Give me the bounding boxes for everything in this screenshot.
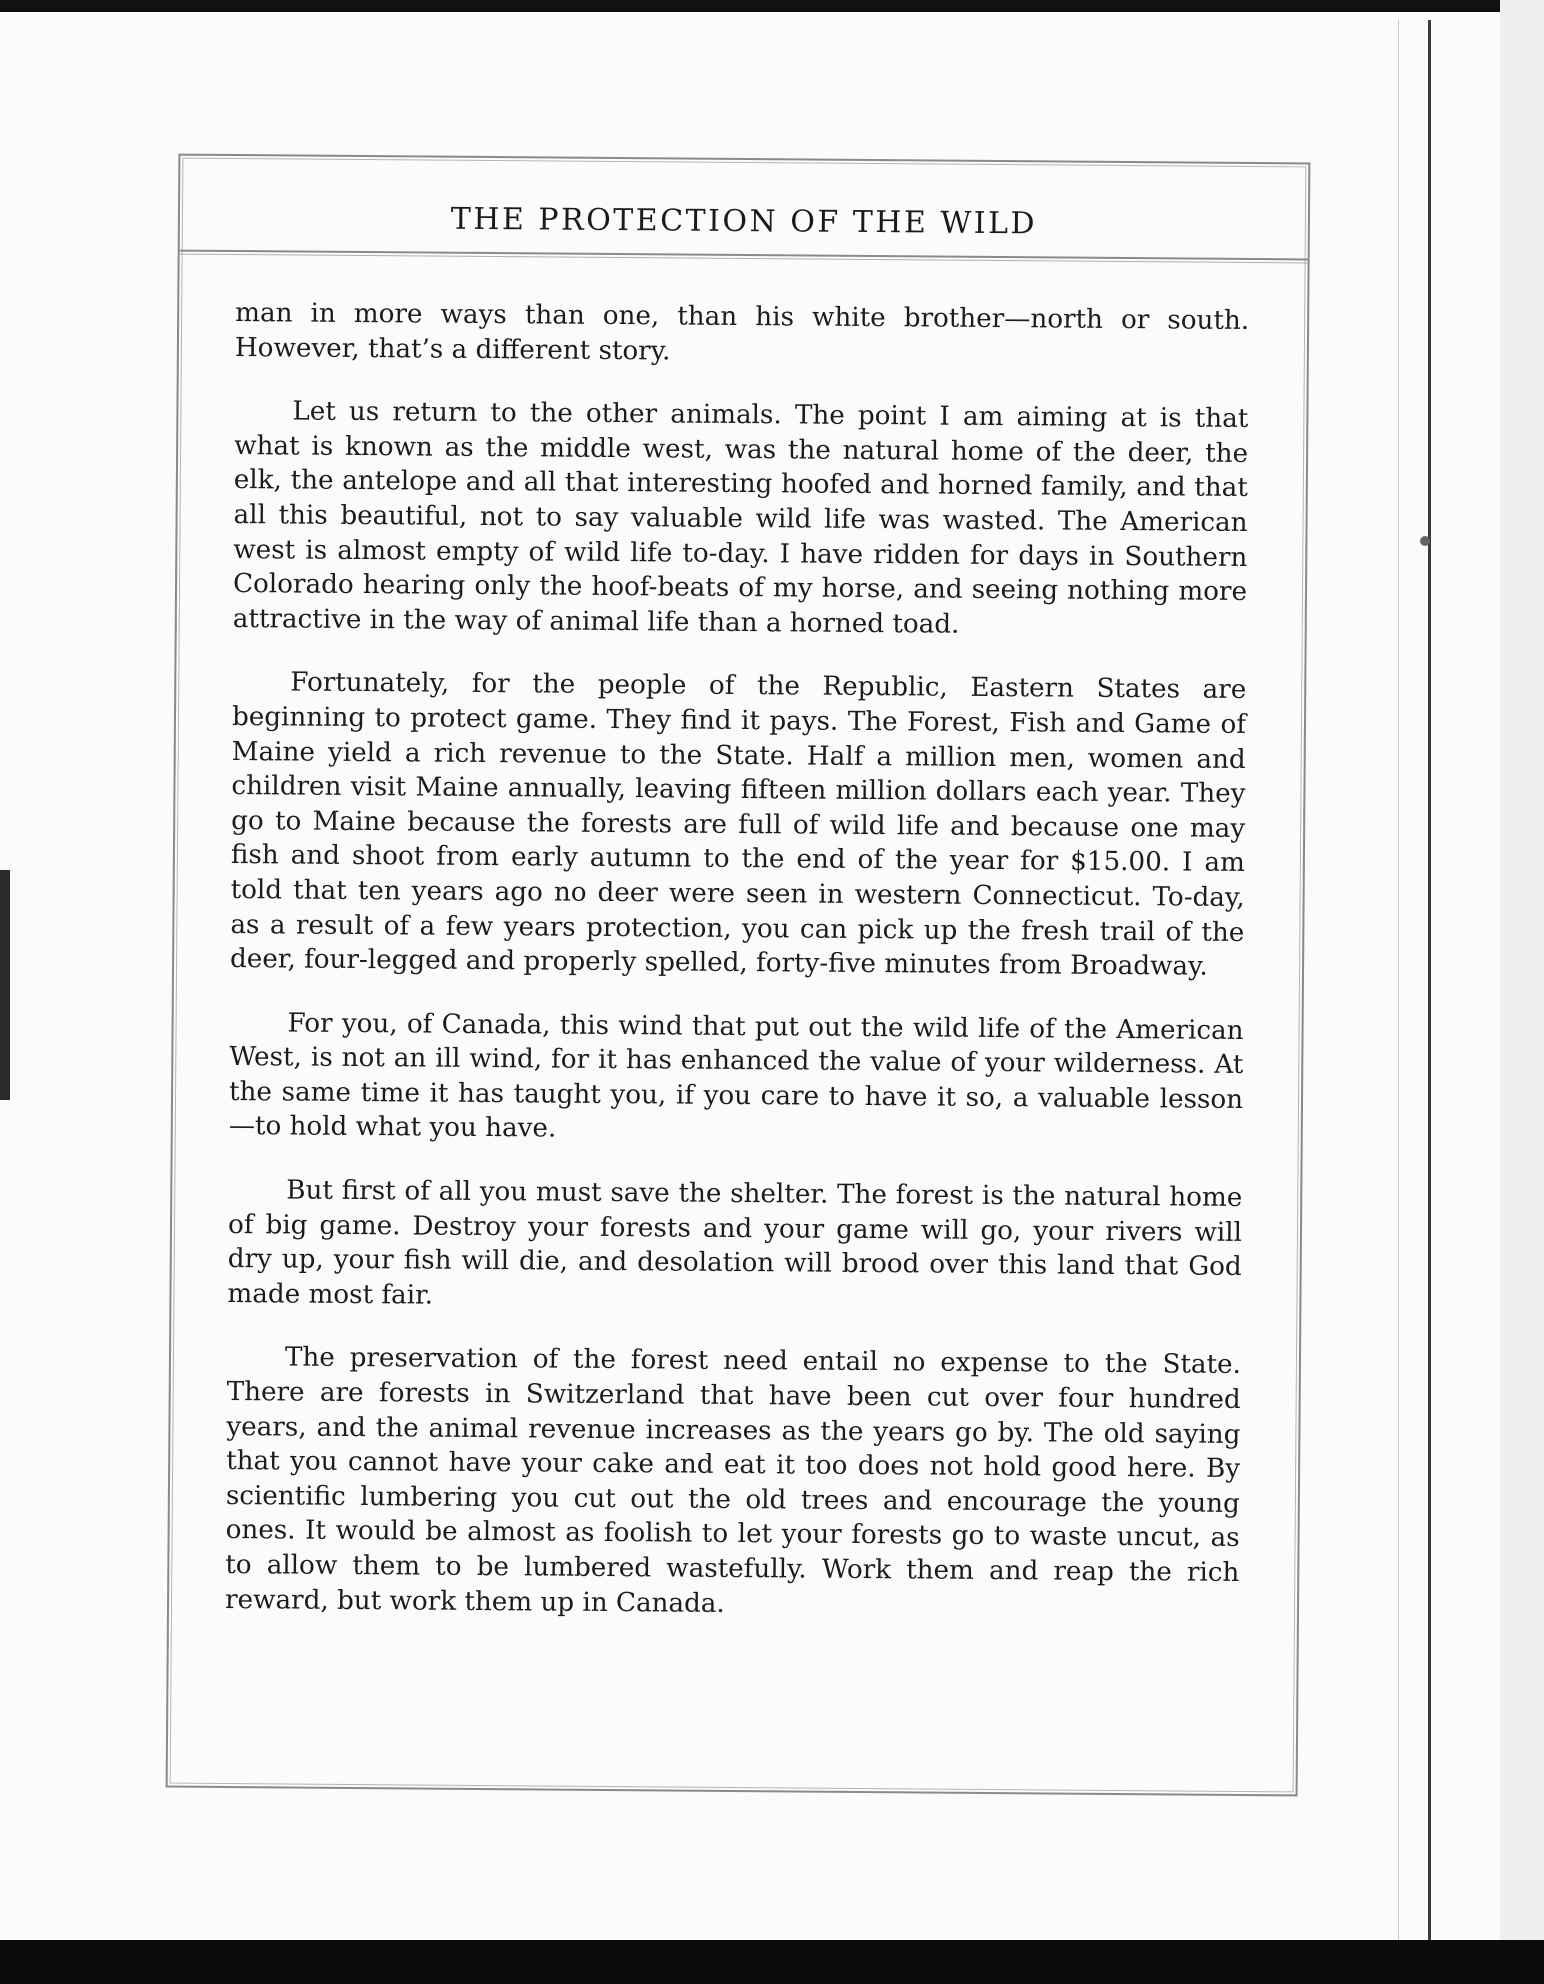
paragraph: But first of all you must save the shelter. The forest is the natural home of big game. Destroy your forests and your game will go, your rivers will dry up, your fish will die, and desolation will brood over this land that God made most fair. — [227, 1175, 1243, 1311]
scan-bottom-edge — [0, 1940, 1544, 1984]
scan-top-edge — [0, 0, 1544, 12]
paragraph: Let us return to the other animals. The point I am aiming at is that what is known as the middle west, was the natural home of the deer, the elk, the antelope and all that interesting hoofed and horned family, and that all this beautiful, not to say valuable wild life was wasted. The American west is almost empty of wild life to-day. I have ridden for days in Southern Colorado hearing only the hoof-beats of my horse, and seeing nothing more attractive in the way of animal life than a horned toad. — [232, 396, 1249, 640]
scan-left-shadow — [0, 870, 10, 1100]
adjacent-page-edge — [1500, 0, 1544, 1940]
paragraph: The preservation of the forest need entail no expense to the State. There are forests in Switzerland that have been cut over four hundred years, and the animal revenue increases as the years go by. The old saying that you cannot have your cake and eat it too does not hold good here. By scientific lumbering you cut out the old trees and encourage the young ones. It would be almost as foolish to let your forests go to waste uncut, as to allow them to be lumbered wastefully. Work them and reap the rich reward, but work them up in Canada. — [224, 1342, 1242, 1619]
binding-mark — [1420, 536, 1430, 546]
body-text — [225, 296, 1249, 1625]
paragraph: Fortunately, for the people of the Republic, Eastern States are beginning to protect game. They find it pays. The Forest, Fish and Game of Maine yield a rich revenue to the State. Half a million men, women and children visit Maine annually, leaving fifteen million dollars each year. They go to Maine because the forests are full of wild life and because one may fish and shoot from early autumn to the end of the year for $15.00. I am told that ten years ago no deer were seen in western Connecticut. To-day, as a result of a few years protection, you can pick up the fresh trail of the deer, four-legged and properly spelled, forty-five minutes from Broadway. — [229, 667, 1247, 982]
gutter-fold-light — [1398, 20, 1399, 1940]
paragraph-continuation: man in more ways than one, than his white brother—north or south. However, that’s a different story. — [234, 298, 1250, 367]
page-header — [180, 156, 1309, 261]
gutter-fold-line — [1428, 20, 1431, 1940]
page-frame — [166, 154, 1311, 1797]
paragraph: For you, of Canada, this wind that put out the wild life of the American West, is not an ill wind, for it has enhanced the value of your wilderness. At the same time it has taught you, if you care to have it so, a valuable lesson—to hold what you have. — [228, 1008, 1244, 1145]
running-head: THE PROTECTION OF THE WILD — [450, 201, 1038, 242]
